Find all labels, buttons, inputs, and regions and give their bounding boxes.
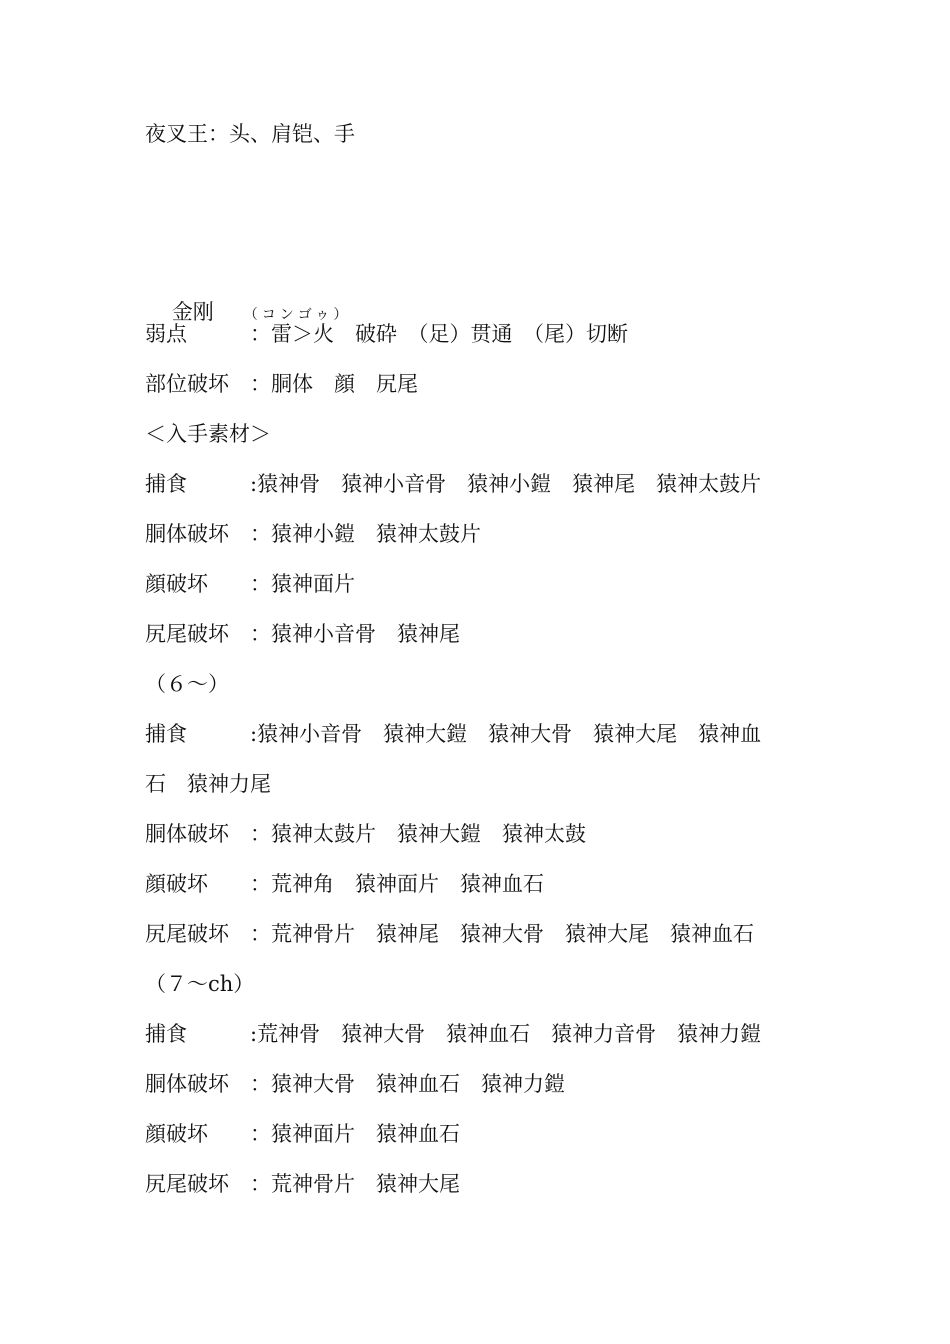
text-line-rank-6: （６～） xyxy=(145,672,229,696)
text-line-devour-1: 捕食 :猿神骨 猿神小音骨 猿神小鎧 猿神尾 猿神太鼓片 xyxy=(145,472,762,496)
text-line-rank-7: （７～ch） xyxy=(145,972,255,996)
text-line-weakness: 弱点 ：雷＞火 破砕 （足）贯通 （尾）切断 xyxy=(145,322,628,346)
monster-kana: （コンゴゥ） xyxy=(243,307,352,323)
text-line-face-break-2: 顔破坏 ：荒神角 猿神面片 猿神血石 xyxy=(145,872,544,896)
text-line-body-break-2: 胴体破坏 ：猿神太鼓片 猿神大鎧 猿神太鼓 xyxy=(145,822,586,846)
text-line-breakable-parts: 部位破坏 ：胴体 顔 尻尾 xyxy=(145,372,418,396)
text-line-body-break-3: 胴体破坏 ：猿神大骨 猿神血石 猿神力鎧 xyxy=(145,1072,565,1096)
monster-name: 金刚 xyxy=(171,300,214,324)
text-line-tail-break-1: 尻尾破坏 ：猿神小音骨 猿神尾 xyxy=(145,622,460,646)
text-line-devour-3: 捕食 :荒神骨 猿神大骨 猿神血石 猿神力音骨 猿神力鎧 xyxy=(145,1022,762,1046)
text-line-face-break-3: 顔破坏 ：猿神面片 猿神血石 xyxy=(145,1122,460,1146)
text-line-tail-break-3: 尻尾破坏 ：荒神骨片 猿神大尾 xyxy=(145,1172,460,1196)
text-line-yasha-parts: 夜叉王：头、肩铠、手 xyxy=(145,122,355,146)
text-line-tail-break-2: 尻尾破坏 ：荒神骨片 猿神尾 猿神大骨 猿神大尾 猿神血石 xyxy=(145,922,754,946)
text-line-devour-2: 捕食 :猿神小音骨 猿神大鎧 猿神大骨 猿神大尾 猿神血 xyxy=(145,722,762,746)
text-line-body-break-1: 胴体破坏 ：猿神小鎧 猿神太鼓片 xyxy=(145,522,481,546)
text-line-face-break-1: 顔破坏 ：猿神面片 xyxy=(145,572,355,596)
text-line-materials-heading: ＜入手素材＞ xyxy=(145,422,271,446)
text-line-devour-2-cont: 石 猿神力尾 xyxy=(145,772,271,796)
